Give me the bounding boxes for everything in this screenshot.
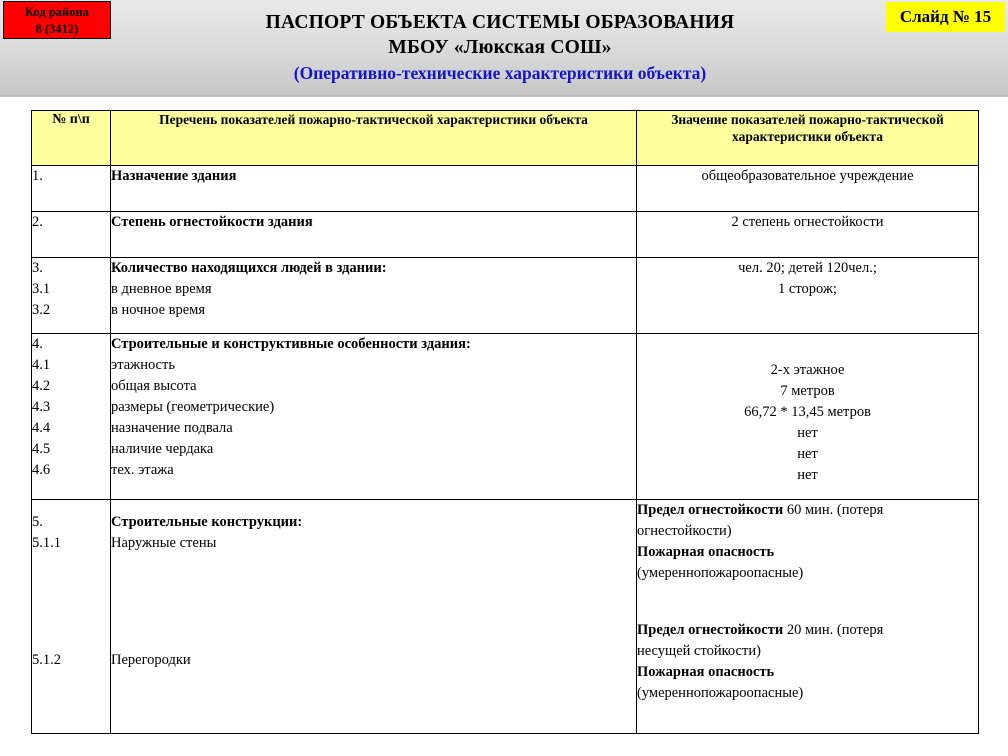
row-indicator-title: Строительные и конструктивные особенности здания:: [111, 336, 471, 352]
column-header-value: Значение показателей пожарно-тактической характеристики объекта: [637, 111, 979, 166]
banner-divider: [0, 95, 1008, 97]
row-indicator-item: общая высота: [111, 378, 197, 394]
row-indicator-name: Назначение здания: [111, 166, 637, 212]
value-label-fire-hazard: Пожарная опасность: [637, 664, 775, 680]
row-subnumber: 3.1: [32, 281, 51, 297]
row-value-line: нет: [797, 446, 818, 462]
row-value-line: (умереннопожароопасные): [637, 565, 804, 581]
value-text-fire-limit: 20 мин. (потеря: [783, 622, 884, 638]
row-indicator-title: Количество находящихся людей в здании:: [111, 260, 387, 276]
value-label-fire-limit: Предел огнестойкости: [637, 622, 784, 638]
row-value-group: [637, 500, 979, 734]
row-value-line: огнестойкости): [637, 523, 732, 539]
table-header-row: [32, 111, 979, 166]
row-spacer: [32, 554, 110, 650]
row-subnumber: 3.2: [32, 302, 51, 318]
row-number: 2.: [32, 212, 111, 258]
row-value-line: нет: [797, 467, 818, 483]
row-value-group: [637, 334, 979, 500]
column-header-number: № п\п: [32, 111, 111, 166]
row-number: 3.: [32, 260, 43, 276]
row-indicator-item: размеры (геометрические): [111, 399, 275, 415]
row-subnumber: 4.5: [32, 441, 51, 457]
row-number-group: [32, 500, 111, 734]
row-indicator-item: назначение подвала: [111, 420, 233, 436]
row-value-line: чел. 20; детей 120чел.;: [738, 260, 877, 276]
row-indicator-group: [111, 334, 637, 500]
page-subtitle: (Оперативно-технические характеристики объекта): [293, 63, 707, 83]
row-subnumber: 4.3: [32, 399, 51, 415]
page-title-line1: ПАСПОРТ ОБЪЕКТА СИСТЕМЫ ОБРАЗОВАНИЯ: [265, 12, 735, 33]
row-value-block: [637, 620, 978, 641]
row-value-line: несущей стойкости): [637, 643, 761, 659]
row-spacer: [111, 554, 636, 650]
row-indicator-name: Степень огнестойкости здания: [111, 212, 637, 258]
row-number: 4.: [32, 336, 43, 352]
table-row: [32, 212, 979, 258]
table-row: [32, 500, 979, 734]
row-value-line: 7 метров: [780, 383, 835, 399]
row-indicator-item: в ночное время: [111, 302, 206, 318]
table-row: [32, 258, 979, 334]
value-label-fire-hazard: Пожарная опасность: [637, 544, 775, 560]
row-indicator-item: тех. этажа: [111, 462, 174, 478]
value-text-fire-limit: 60 мин. (потеря: [783, 502, 884, 518]
object-passport-table: [31, 110, 979, 734]
row-value-line: 66,72 * 13,45 метров: [744, 404, 871, 420]
page-title-line2: МБОУ «Люкская СОШ»: [388, 37, 612, 58]
row-value: 2 степень огнестойкости: [637, 212, 979, 258]
row-value-line: нет: [797, 425, 818, 441]
row-value-group: [637, 258, 979, 334]
table-row: [32, 334, 979, 500]
row-indicator-group: [111, 500, 637, 734]
column-header-indicator: Перечень показателей пожарно-тактической характеристики объекта: [111, 111, 637, 166]
value-label-fire-limit: Предел огнестойкости: [637, 502, 784, 518]
row-value-block: [637, 500, 978, 521]
slide-number-badge: Слайд № 15: [886, 2, 1005, 32]
row-number: 1.: [32, 166, 111, 212]
row-number-group: [32, 334, 111, 500]
row-value-line: 1 сторож;: [778, 281, 837, 297]
row-number-group: [32, 258, 111, 334]
slide-banner: [0, 0, 1008, 97]
row-indicator-item: наличие чердака: [111, 441, 214, 457]
slide-title-block: [120, 10, 880, 87]
district-code-badge: [3, 1, 111, 39]
row-indicator-title: Строительные конструкции:: [111, 514, 303, 530]
row-value: общеобразовательное учреждение: [637, 166, 979, 212]
row-indicator-item: в дневное время: [111, 281, 212, 297]
row-spacer: [637, 584, 978, 620]
row-indicator-item: Наружные стены: [111, 535, 217, 551]
row-subnumber: 4.2: [32, 378, 51, 394]
table-row: [32, 166, 979, 212]
row-subnumber: 4.6: [32, 462, 51, 478]
row-subnumber: 5.1.1: [32, 535, 61, 551]
row-number: 5.: [32, 514, 43, 530]
row-indicator-group: [111, 258, 637, 334]
row-indicator-item: Перегородки: [111, 652, 191, 668]
row-value-line: (умереннопожароопасные): [637, 685, 804, 701]
row-subnumber: 4.4: [32, 420, 51, 436]
district-code-line2: 8 (3412): [35, 22, 79, 36]
row-subnumber: 4.1: [32, 357, 51, 373]
row-indicator-item: этажность: [111, 357, 175, 373]
district-code-line1: Код района: [25, 5, 89, 19]
row-subnumber: 5.1.2: [32, 652, 61, 668]
row-value-line: 2-х этажное: [770, 362, 845, 378]
